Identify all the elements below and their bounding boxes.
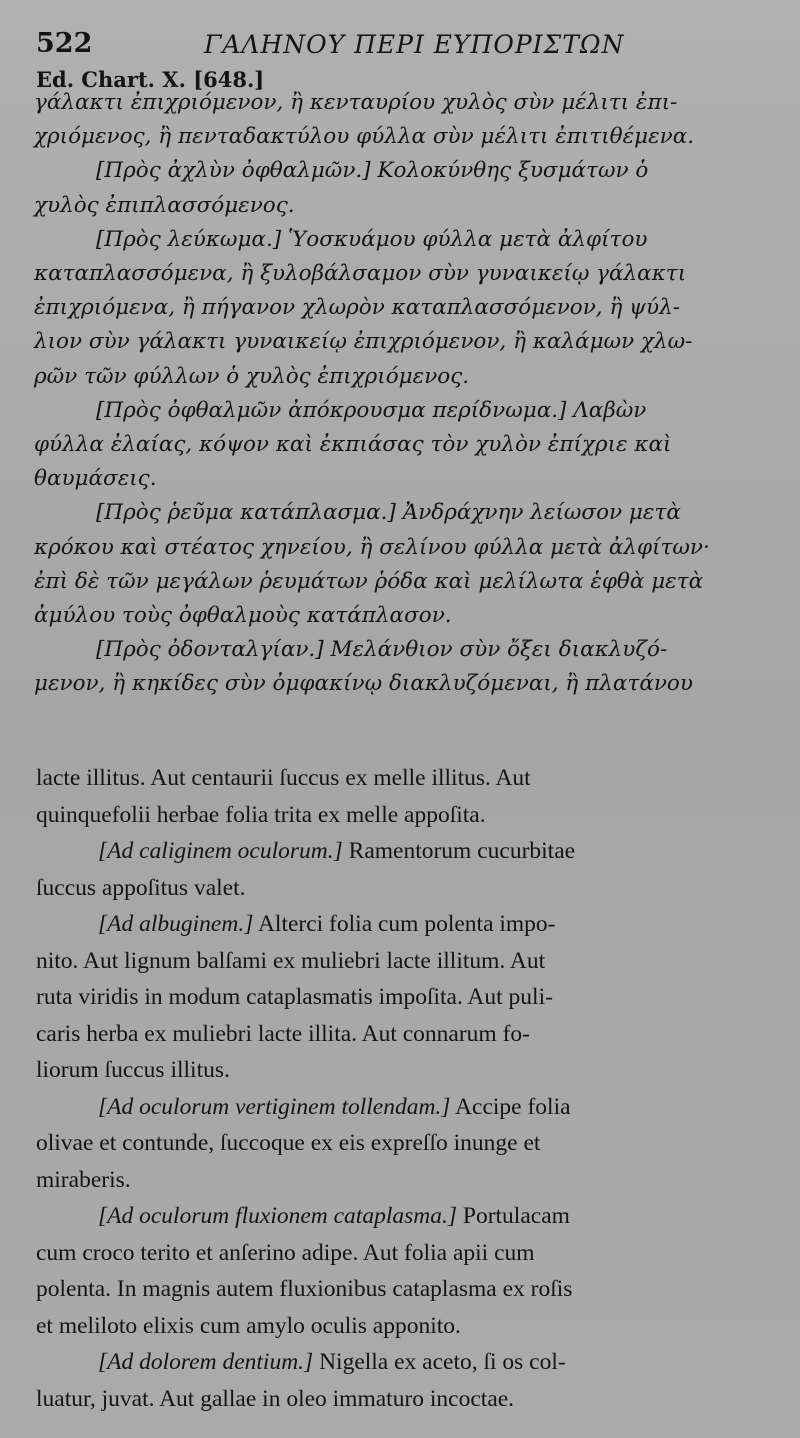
greek-text-line: [Πρὸς ἀχλὺν ὀφθαλμῶν.] Κολοκύνθης ξυσμάτων ὁ: [96, 158, 649, 184]
latin-text: Nigella ex aceto, ſi os col-: [313, 1349, 566, 1375]
latin-text-line: [36, 1125, 766, 1162]
latin-text-line: [36, 943, 766, 980]
latin-text-line: [36, 760, 766, 797]
latin-text: caris herba ex muliebri lacte illita. Aut connarum fo-: [36, 1020, 530, 1047]
latin-text: lacte illitus. Aut centaurii ſuccus ex melle illitus. Aut: [36, 765, 531, 791]
page-header: [36, 28, 764, 64]
latin-text-line: [36, 1271, 766, 1308]
latin-text: miraberis.: [36, 1166, 131, 1193]
latin-translation-column: [36, 760, 766, 1417]
latin-text: ſuccus appoſitus valet.: [36, 874, 246, 901]
latin-text-line: [36, 1381, 766, 1418]
greek-text-line: [Πρὸς λεύκωμα.] Ὑοσκυάμου φύλλα μετὰ ἀλφίτου: [96, 226, 648, 252]
latin-text-line: [36, 979, 766, 1016]
latin-text-line: [36, 1052, 766, 1089]
latin-text-line: [36, 1198, 766, 1235]
greek-text-line: χριόμενος, ἢ πενταδακτύλου φύλλα σὺν μέλιτι ἐπιτιθέμενα.: [34, 124, 695, 150]
latin-text-line: [36, 1344, 766, 1381]
latin-text-line: [36, 1162, 766, 1199]
greek-text-line: κρόκου καὶ στέατος χηνείου, ἢ σελίνου φύλλα μετὰ ἀλφίτων·: [34, 534, 710, 560]
running-title: ΓΑΛΗΝΟΥ ΠΕΡΙ ΕΥΠΟΡΙΣΤΩΝ: [204, 30, 625, 59]
greek-text-line: ἐπιχριόμενα, ἢ πήγανον χλωρὸν καταπλασσόμενον, ἢ ψύλ-: [34, 295, 680, 321]
greek-text-column: [34, 86, 768, 702]
section-heading: [Ad albuginem.]: [98, 911, 254, 937]
edition-reference: Ed. Chart. X. [648.]: [36, 67, 265, 92]
greek-text-line: ἐπὶ δὲ τῶν μεγάλων ῥευμάτων ῥόδα καὶ μελίλωτα ἑφθὰ μετὰ: [34, 568, 704, 594]
greek-text-line: λιον σὺν γάλακτι γυναικείῳ ἐπιχριόμενον, ἢ καλάμων χλω-: [34, 329, 693, 355]
latin-text-line: [36, 1235, 766, 1272]
greek-text-line: [Πρὸς ὀφθαλμῶν ἀπόκρουσμα περίδνωμα.] Λαβὼν: [96, 397, 647, 423]
latin-text: liorum ſuccus illitus.: [36, 1057, 230, 1083]
greek-text-line: ρῶν τῶν φύλλων ὁ χυλὸς ἐπιχριόμενος.: [34, 363, 470, 389]
greek-text-line: [Πρὸς ὀδονταλγίαν.] Μελάνθιον σὺν ὄξει διακλυζό-: [96, 637, 668, 663]
latin-text: et meliloto elixis cum amylo oculis apponito.: [36, 1312, 461, 1339]
section-heading: [Ad dolorem dentium.]: [98, 1349, 314, 1375]
latin-text-line: [36, 1089, 766, 1126]
latin-text: Alterci folia cum polenta impo-: [253, 911, 556, 937]
latin-text-line: [36, 1308, 766, 1345]
latin-text: polenta. In magnis autem fluxionibus cataplasma ex roſis: [36, 1276, 573, 1302]
latin-text-line: [36, 870, 766, 907]
section-heading: [Ad caliginem oculorum.]: [98, 838, 343, 864]
greek-text-line: φύλλα ἐλαίας, κόψον καὶ ἐκπιάσας τὸν χυλὸν ἐπίχριε καὶ: [34, 432, 672, 458]
greek-text-line: ἀμύλου τοὺς ὀφθαλμοὺς κατάπλασον.: [34, 603, 452, 629]
latin-text: cum croco terito et anſerino adipe. Aut folia apii cum: [36, 1239, 535, 1266]
greek-text-line: θαυμάσεις.: [34, 466, 157, 492]
page-number: 522: [36, 28, 93, 59]
latin-text: ruta viridis in modum cataplasmatis impoſita. Aut puli-: [36, 984, 553, 1010]
latin-text: Ramentorum cucurbitae: [342, 838, 576, 864]
latin-text: luatur, juvat. Aut gallae in oleo immaturo incoctae.: [36, 1385, 515, 1412]
section-heading: [Ad oculorum fluxionem cataplasma.]: [98, 1203, 457, 1229]
section-heading: [Ad oculorum vertiginem tollendam.]: [98, 1093, 451, 1120]
greek-text-line: καταπλασσόμενα, ἢ ξυλοβάλσαμον σὺν γυναικείῳ γάλακτι: [34, 261, 687, 287]
latin-text: olivae et contunde, ſuccoque ex eis expreſſo inunge et: [36, 1130, 541, 1156]
latin-text-line: [36, 797, 766, 834]
latin-text: Accipe folia: [450, 1093, 571, 1120]
latin-text-line: [36, 833, 766, 870]
latin-text: nito. Aut lignum balſami ex muliebri lacte illitum. Aut: [36, 947, 546, 974]
greek-text-line: [Πρὸς ῥεῦμα κατάπλασμα.] Ἀνδράχνην λείωσον μετὰ: [96, 500, 681, 526]
latin-text: Portulacam: [457, 1203, 570, 1229]
latin-text-line: [36, 906, 766, 943]
greek-text-line: γάλακτι ἐπιχριόμενον, ἢ κενταυρίου χυλὸς σὺν μέλιτι ἐπι-: [34, 90, 678, 115]
latin-text: quinquefolii herbae folia trita ex melle appoſita.: [36, 801, 486, 828]
greek-text-line: μενον, ἢ κηκίδες σὺν ὀμφακίνῳ διακλυζόμεναι, ἢ πλατάνου: [34, 671, 693, 697]
latin-text-line: [36, 1016, 766, 1053]
greek-text-line: χυλὸς ἐπιπλασσόμενος.: [34, 192, 295, 218]
